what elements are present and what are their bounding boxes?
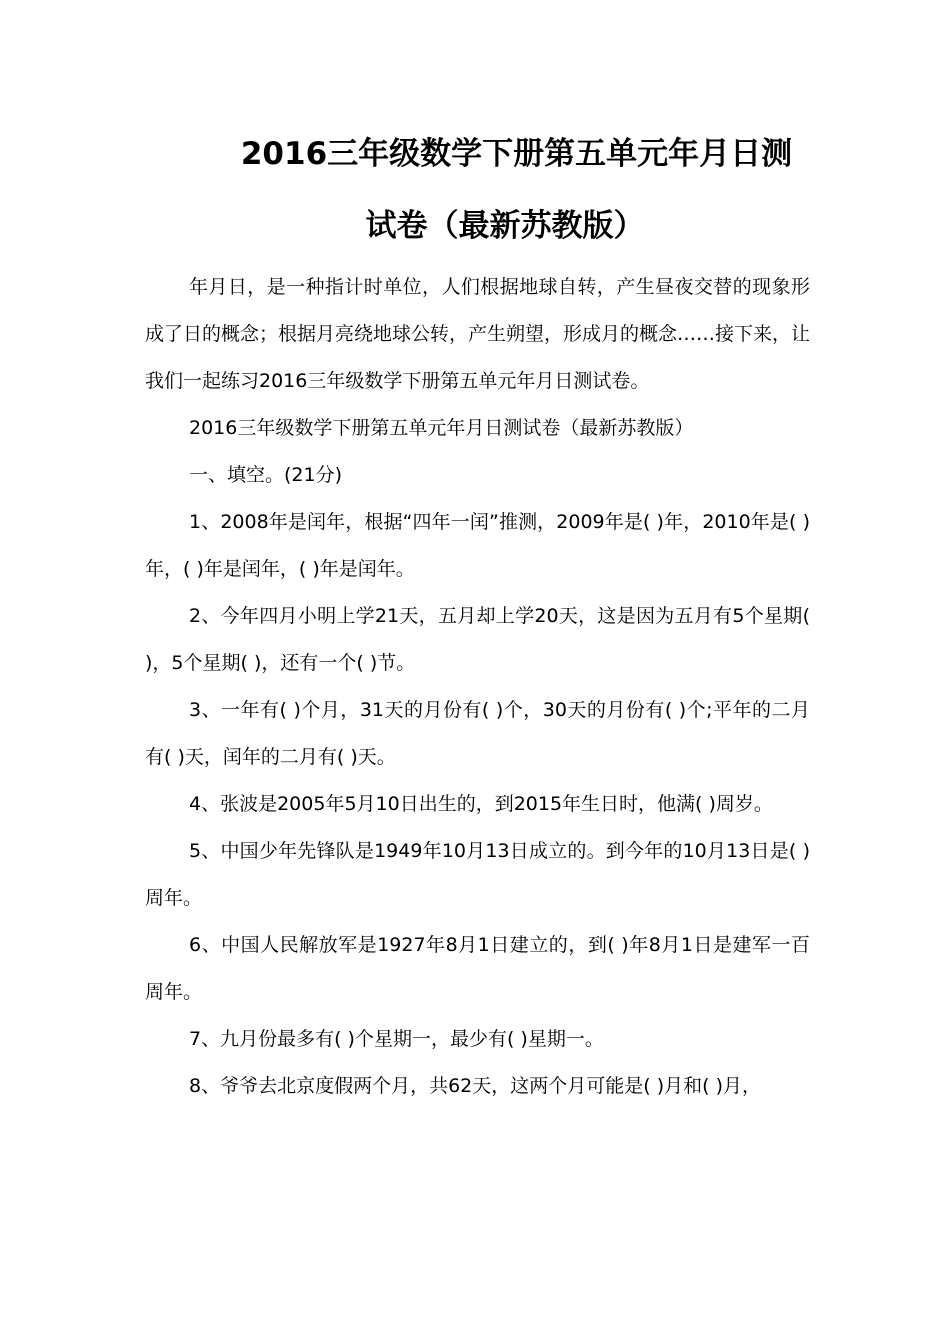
- question-8: 8、爷爷去北京度假两个月，共62天，这两个月可能是( )月和( )月，: [189, 1075, 761, 1097]
- question-2: 2、今年四月小明上学21天，五月却上学20天，这是因为五月有5个星期( )，5个星期( )，还有一个( )节。: [145, 605, 810, 674]
- intro-paragraph: 年月日，是一种指计时单位，人们根据地球自转，产生昼夜交替的现象形成了日的概念；根据月亮绕地球公转，产生朔望，形成月的概念……接下来，让我们一起练习2016三年级数学下册第五单元年月日测试卷。: [145, 276, 811, 392]
- document-body: [145, 264, 810, 1110]
- question-3: 3、一年有( )个月，31天的月份有( )个，30天的月份有( )个;平年的二月有( )天，闰年的二月有( )天。: [145, 699, 810, 768]
- document-title: [145, 118, 810, 262]
- section-heading: 一、填空。(21分): [189, 464, 343, 486]
- question-1: 1、2008年是闰年，根据“四年一闰”推测，2009年是( )年，2010年是( )年，( )年是闰年，( )年是闰年。: [145, 511, 810, 580]
- title-line-2: 试卷（最新苏教版）: [365, 208, 645, 244]
- question-4: 4、张波是2005年5月10日出生的，到2015年生日时，他满( )周岁。: [189, 793, 773, 815]
- title-line-1: 2016三年级数学下册第五单元年月日测: [240, 136, 793, 172]
- subtitle-paragraph: 2016三年级数学下册第五单元年月日测试卷（最新苏教版）: [189, 417, 694, 439]
- question-7: 7、九月份最多有( )个星期一，最少有( )星期一。: [189, 1028, 604, 1050]
- document-page: [145, 118, 810, 1110]
- question-5: 5、中国少年先锋队是1949年10月13日成立的。到今年的10月13日是( )周年。: [145, 840, 810, 909]
- question-6: 6、中国人民解放军是1927年8月1日建立的，到( )年8月1日是建军一百周年。: [145, 934, 810, 1003]
